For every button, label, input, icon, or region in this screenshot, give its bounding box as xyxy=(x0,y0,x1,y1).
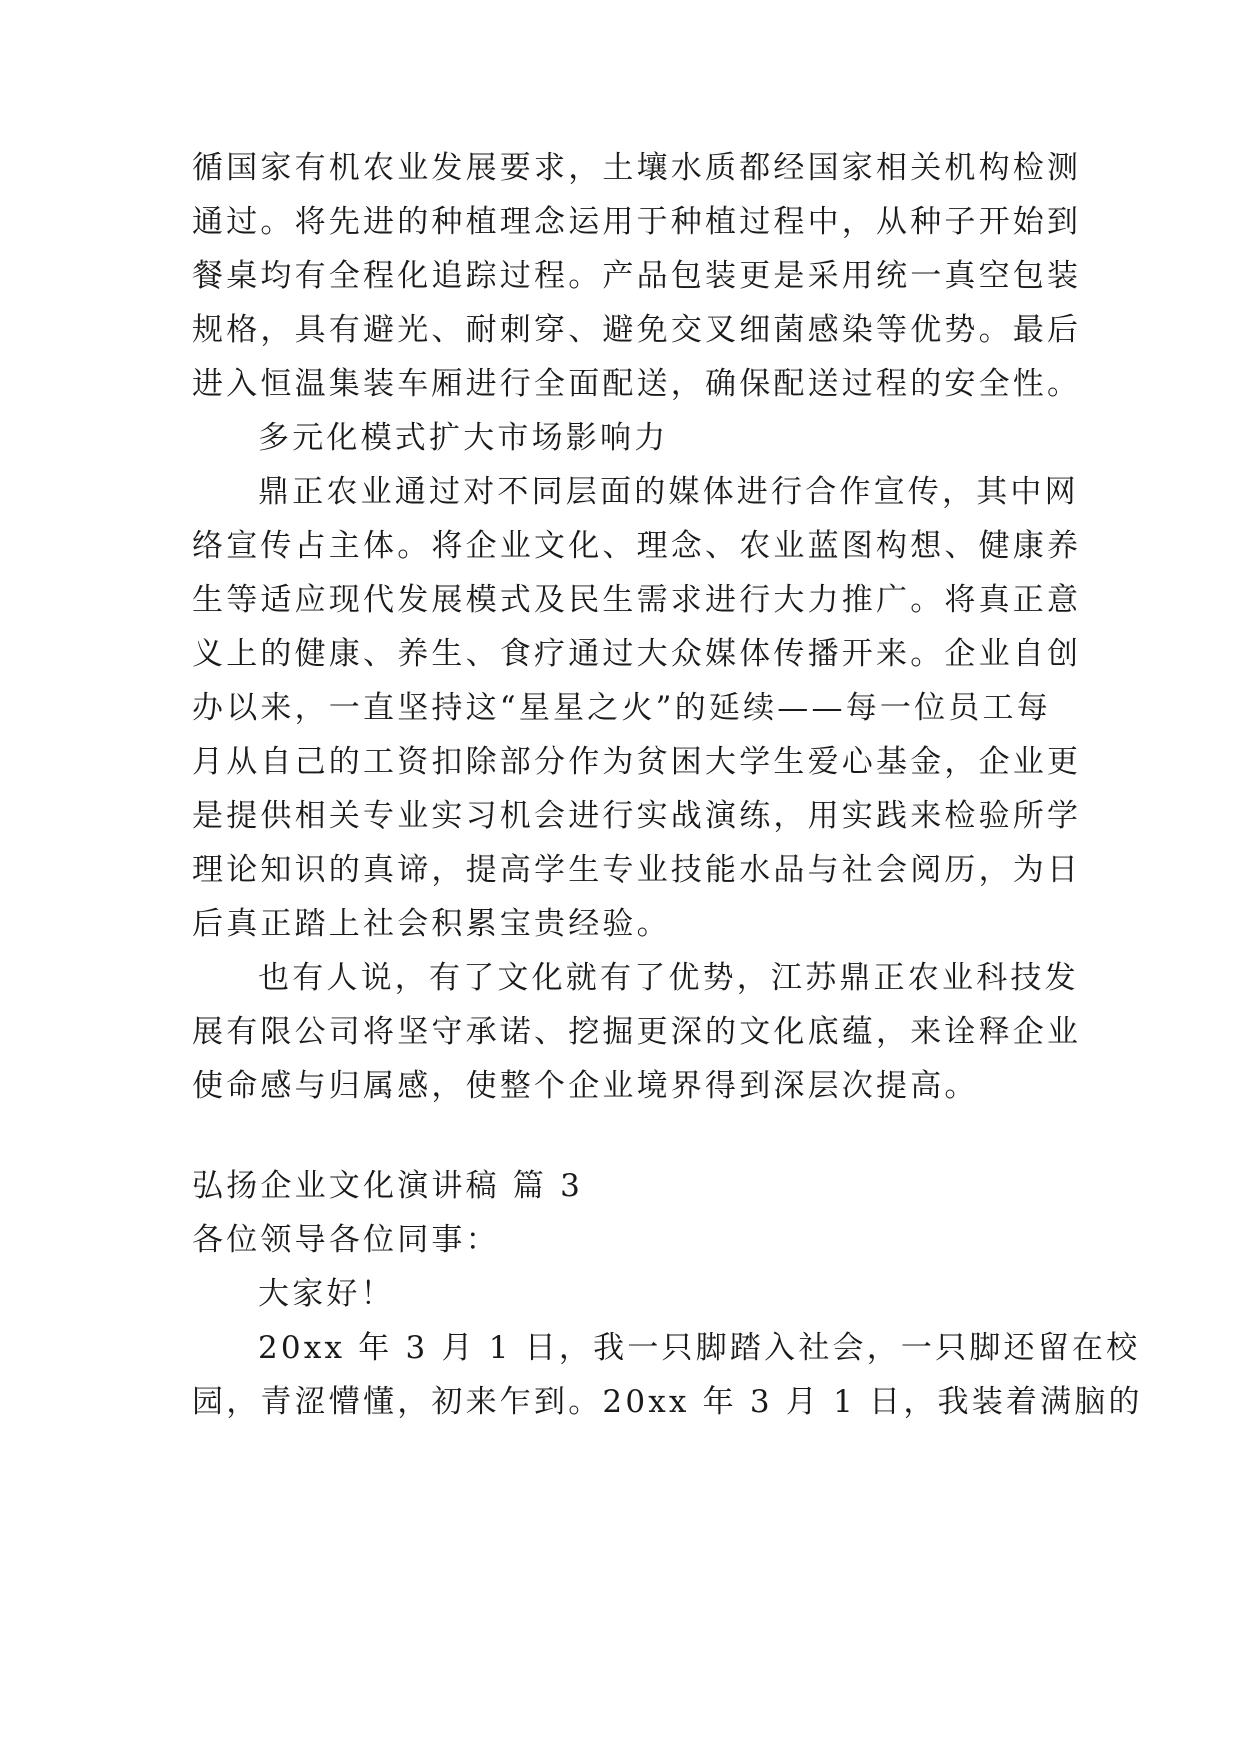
body-line: 通过。将先进的种植理念运用于种植过程中，从种子开始到 xyxy=(192,204,1082,240)
body-line: 展有限公司将坚守承诺、挖掘更深的文化底蕴，来诠释企业 xyxy=(192,1014,1082,1050)
body-line: 理论知识的真谛，提高学生专业技能水品与社会阅历，为日 xyxy=(192,852,1082,888)
body-line: 义上的健康、养生、食疗通过大众媒体传播开来。企业自创 xyxy=(192,636,1082,672)
body-line: 是提供相关专业实习机会进行实战演练，用实践来检验所学 xyxy=(192,798,1082,834)
body-line: 餐桌均有全程化追踪过程。产品包装更是采用统一真空包装 xyxy=(192,258,1082,294)
paragraph-start: 鼎正农业通过对不同层面的媒体进行合作宣传，其中网 xyxy=(258,474,1079,510)
body-line: 后真正踏上社会积累宝贵经验。 xyxy=(192,906,671,942)
body-line: 园，青涩懵懂，初来乍到。20xx 年 3 月 1 日，我装着满脑的 xyxy=(192,1384,1143,1420)
body-line: 络宣传占主体。将企业文化、理念、农业蓝图构想、健康养 xyxy=(192,528,1082,564)
paragraph-start: 20xx 年 3 月 1 日，我一只脚踏入社会，一只脚还留在校 xyxy=(258,1330,1141,1366)
body-line: 生等适应现代发展模式及民生需求进行大力推广。将真正意 xyxy=(192,582,1082,618)
body-line: 办以来，一直坚持这“星星之火”的延续——每一位员工每 xyxy=(192,690,1051,726)
body-line: 循国家有机农业发展要求，土壤水质都经国家相关机构检测 xyxy=(192,150,1082,186)
paragraph-start: 也有人说，有了文化就有了优势，江苏鼎正农业科技发 xyxy=(258,960,1079,996)
salutation: 各位领导各位同事： xyxy=(192,1222,500,1258)
article-title: 弘扬企业文化演讲稿 篇 3 xyxy=(192,1168,584,1204)
body-line: 规格，具有避光、耐刺穿、避免交叉细菌感染等优势。最后 xyxy=(192,312,1082,348)
body-line: 使命感与归属感，使整个企业境界得到深层次提高。 xyxy=(192,1068,979,1104)
body-line: 进入恒温集装车厢进行全面配送，确保配送过程的安全性。 xyxy=(192,366,1082,402)
greeting: 大家好！ xyxy=(258,1276,395,1312)
body-line: 月从自己的工资扣除部分作为贫困大学生爱心基金，企业更 xyxy=(192,744,1082,780)
section-heading: 多元化模式扩大市场影响力 xyxy=(258,420,669,456)
